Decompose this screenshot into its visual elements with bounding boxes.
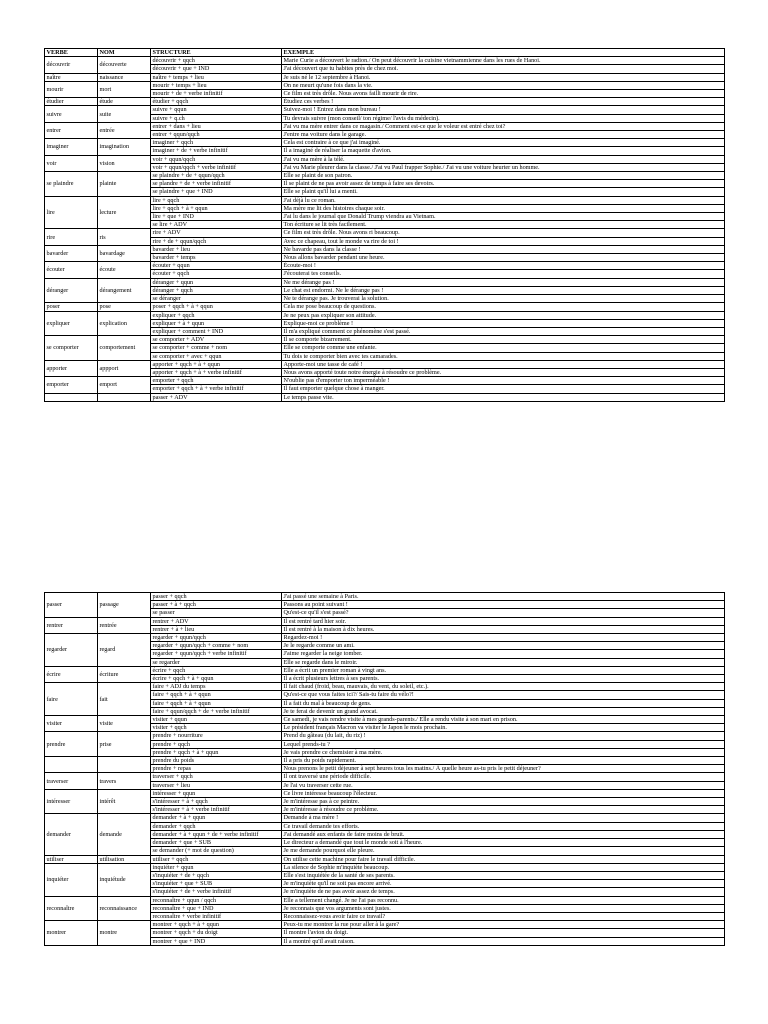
structure-cell: bavarder + temps [151, 254, 282, 262]
structure-cell: se déranger [151, 295, 282, 303]
nom-cell: naissance [98, 73, 151, 81]
structure-cell: se plandre + de + verbe infinitif [151, 180, 282, 188]
structure-cell: faire + qqch + à + qqun [151, 699, 282, 707]
exemple-cell: Il se plaint de ne pas avoir assez de temps à faire ses devoirs. [282, 180, 725, 188]
table-row [45, 278, 725, 286]
nom-cell: écoute [98, 262, 151, 278]
structure-cell: se lire + ADV [151, 221, 282, 229]
nom-cell [98, 393, 151, 401]
table-row [45, 732, 725, 740]
table-row [45, 683, 725, 691]
verbe-cell: traverser [45, 773, 98, 789]
nom-cell: découverte [98, 57, 151, 73]
exemple-cell: Ce film est très drôle. Nous avons ri beaucoup. [282, 229, 725, 237]
structure-cell: emporter + qqch [151, 377, 282, 385]
exemple-cell: Elle s'est inquiétée de la santé de ses parents. [282, 871, 725, 879]
exemple-cell: Le temps passe vite. [282, 393, 725, 401]
structure-cell: prendre + nourriture [151, 732, 282, 740]
verbe-cell: rire [45, 229, 98, 245]
nom-cell: regard [98, 634, 151, 667]
structure-cell: visiter + qqun [151, 716, 282, 724]
table-row [45, 81, 725, 89]
verbe-cell: bavarder [45, 245, 98, 261]
structure-cell: traverser + qqch [151, 773, 282, 781]
structure-cell: apporter + qqch + à + verbe infinitif [151, 368, 282, 376]
exemple-cell: Elle a écrit un premier roman à vingt ans. [282, 666, 725, 674]
exemple-cell: Apporte-moi une tasse de café ! [282, 360, 725, 368]
exemple-cell: Qu'est-ce qu'il s'est passé? [282, 609, 725, 617]
exemple-cell: Passons au point suivant ! [282, 601, 725, 609]
table-row [45, 139, 725, 147]
verbe-cell: déranger [45, 278, 98, 303]
exemple-cell: Elle se comporte comme une enfante. [282, 344, 725, 352]
structure-cell: visiter + qqch [151, 724, 282, 732]
exemple-cell: Je te ferai de devenir un grand avocat. [282, 707, 725, 715]
nom-cell: reconnaissance [98, 896, 151, 921]
exemple-cell: Ne me dérange pas ! [282, 278, 725, 286]
nom-cell: pose [98, 303, 151, 311]
structure-cell: déranger + qqun [151, 278, 282, 286]
structure-cell: passer + à + qqch [151, 601, 282, 609]
verbe-cell: naître [45, 73, 98, 81]
exemple-cell: Il faut emporter quelque chose à manger. [282, 385, 725, 393]
structure-cell: regarder + qqun/qqch + comme + nom [151, 642, 282, 650]
exemple-cell: Écoute-moi ! [282, 262, 725, 270]
verbe-cell: voir [45, 155, 98, 171]
structure-cell: suivre + q.ch [151, 114, 282, 122]
exemple-cell: Il a fait du mal à beaucoup de gens. [282, 699, 725, 707]
verbe-cell: suivre [45, 106, 98, 122]
exemple-cell: Je m'inquiète qu'il ne soit pas encore arrivé. [282, 880, 725, 888]
verbe-cell: expliquer [45, 311, 98, 336]
structure-cell: déranger + qqch [151, 286, 282, 294]
structure-cell: montrer + que + IND [151, 937, 282, 945]
table-row [45, 921, 725, 929]
exemple-cell: Le chat est endormi. Ne le dérange pas ! [282, 286, 725, 294]
table-row [45, 855, 725, 863]
table-row [45, 617, 725, 625]
exemple-cell: J'ai découvert que tu habites près de chez moi. [282, 65, 725, 73]
nom-cell: montre [98, 921, 151, 946]
exemple-cell: Il montre l'avion du doigt. [282, 929, 725, 937]
exemple-cell: Avec ce chapeau, tout le monde va rire de toi ! [282, 237, 725, 245]
table-row [45, 57, 725, 65]
verbe-cell: utiliser [45, 855, 98, 863]
nom-cell: appport [98, 360, 151, 376]
header-structure: STRUCTURE [151, 49, 282, 57]
exemple-cell: Je le regarde comme un ami. [282, 642, 725, 650]
structure-cell: prendre du poids [151, 757, 282, 765]
exemple-cell: Le président français Macron va visiter le Japon le mois prochain. [282, 724, 725, 732]
nom-cell: utilisation [98, 855, 151, 863]
table-row [45, 393, 725, 401]
nom-cell: comportement [98, 336, 151, 361]
structure-cell: passer + qqch [151, 593, 282, 601]
exemple-cell: Ma mère me lit des histoires chaque soir. [282, 204, 725, 212]
structure-cell: faire + qqch + à + qqun [151, 691, 282, 699]
exemple-cell: Elle a tellement changé. Je ne l'ai pas reconnu. [282, 896, 725, 904]
structure-cell: s'inquiéter + que + SUB [151, 880, 282, 888]
table-row [45, 360, 725, 368]
exemple-cell: Il est rentré à la maison à dix heures. [282, 625, 725, 633]
verbe-cell: écrire [45, 666, 98, 682]
table-row [45, 814, 725, 822]
verbe-cell: prendre [45, 732, 98, 757]
exemple-cell: Je ne peux pas expliquer son attitude. [282, 311, 725, 319]
structure-cell: découvrir + qqch [151, 57, 282, 65]
exemple-cell: Il fait chaud (froid, beau, mauvais, du vent, du soleil, etc.). [282, 683, 725, 691]
exemple-cell: Ton écriture se lit très facilement. [282, 221, 725, 229]
exemple-cell: N'oublie pas d'emporter ton imperméable ! [282, 377, 725, 385]
header-row [45, 49, 725, 57]
structure-cell: faire + ADJ du temps [151, 683, 282, 691]
structure-cell: s'intéresser + à + qqch [151, 798, 282, 806]
nom-cell: fait [98, 683, 151, 716]
header-verbe: VERBE [45, 49, 98, 57]
exemple-cell: Il a pris du poids rapidement. [282, 757, 725, 765]
structure-cell: se comporter + comme + nom [151, 344, 282, 352]
verbe-cell: entrer [45, 122, 98, 138]
structure-cell: se plaindre + que + IND [151, 188, 282, 196]
structure-cell: reconnaître + qqun / qqch [151, 896, 282, 904]
verbe-cell: inquiéter [45, 863, 98, 896]
structure-cell: prendre + qqch [151, 740, 282, 748]
exemple-cell: Ce livre intéresse beaucoup l'électeur. [282, 789, 725, 797]
exemple-cell: Reconnaissez-vous avoir faire ce travail? [282, 912, 725, 920]
verbe-cell: étudier [45, 98, 98, 106]
verbe-cell: apporter [45, 360, 98, 376]
structure-cell: entrer + qqun/qqch [151, 131, 282, 139]
page-2-table [44, 592, 724, 946]
table-row [45, 311, 725, 319]
exemple-cell: Elle se plaint qu'il lui a menti. [282, 188, 725, 196]
nom-cell: prise [98, 732, 151, 757]
structure-cell: voir + qqun/qqch + verbe infinitif [151, 163, 282, 171]
verbe-cell: visiter [45, 716, 98, 732]
exemple-cell: Je me demande pourquoi elle pleure. [282, 847, 725, 855]
exemple-cell: Suivez-moi ! Entrez dans mon bureau ! [282, 106, 725, 114]
structure-cell: regarder + qqun/qqch [151, 634, 282, 642]
structure-cell: utiliser + qqch [151, 855, 282, 863]
table-row [45, 863, 725, 871]
exemple-cell: J'ai vu Marie pleurer dans la classe./ J'ai vu Paul frapper Sophie./ J'ai vu une voiture heurter un homme. [282, 163, 725, 171]
structure-cell: expliquer + comment + IND [151, 327, 282, 335]
structure-cell: voir + qqun/qqch [151, 155, 282, 163]
structure-cell: découvrir + que + IND [151, 65, 282, 73]
verbe-cell: montrer [45, 921, 98, 946]
exemple-cell: Regardez-moi ! [282, 634, 725, 642]
structure-cell: imaginer + qqch [151, 139, 282, 147]
verbe-cell: imaginer [45, 139, 98, 155]
verbe-cell: reconnaître [45, 896, 98, 921]
structure-cell: rire + de + qqun/qqch [151, 237, 282, 245]
exemple-cell: Je suis né le 12 septembre à Hanoi. [282, 73, 725, 81]
exemple-cell: Il a imaginé de réaliser la maquette d'avion. [282, 147, 725, 155]
structure-cell: s'inquiéter + de + verbe infinitif [151, 888, 282, 896]
exemple-cell: Cela me pose beaucoup de questions. [282, 303, 725, 311]
exemple-cell: Elle se regarde dans le miroir. [282, 658, 725, 666]
nom-cell [98, 757, 151, 773]
structure-cell: bavarder + lieu [151, 245, 282, 253]
nom-cell: imagination [98, 139, 151, 155]
nom-cell: passage [98, 593, 151, 618]
verbe-cell: emporter [45, 377, 98, 393]
nom-cell: ris [98, 229, 151, 245]
structure-cell: emporter + qqch + à + verbe infinitif [151, 385, 282, 393]
nom-cell: plainte [98, 172, 151, 197]
structure-cell: s'inquiéter + de + qqch [151, 871, 282, 879]
structure-cell: lire + qqch + à + qqun [151, 204, 282, 212]
structure-cell: rentrer + à + lieu [151, 625, 282, 633]
exemple-cell: Nous allons bavarder pendant une heure. [282, 254, 725, 262]
verbe-cell: faire [45, 683, 98, 716]
structure-cell: s'intéresser + à + verbe infinitif [151, 806, 282, 814]
structure-cell: se demander (+ mot de question) [151, 847, 282, 855]
table-row [45, 336, 725, 344]
verbe-cell: se comporter [45, 336, 98, 361]
table-row [45, 262, 725, 270]
header-exemple: EXEMPLE [282, 49, 725, 57]
table-row [45, 73, 725, 81]
exemple-cell: Il se comporte bizarrement. [282, 336, 725, 344]
structure-cell: se comporter + avec + qqun [151, 352, 282, 360]
structure-cell: imaginer + de + verbe infinitif [151, 147, 282, 155]
table-row [45, 757, 725, 765]
table-row [45, 155, 725, 163]
exemple-cell: Marie Curie a découvert le radion./ On peut découvrir la cuisine vietnammienne dans les rues de Hanoi. [282, 57, 725, 65]
exemple-cell: J'ai demandé aux enfants de faire moins de bruit. [282, 830, 725, 838]
verbe-cell: demander [45, 814, 98, 855]
exemple-cell: Prend du gâteau (du lait, du riz) ! [282, 732, 725, 740]
exemple-cell: Demande à ma mère ! [282, 814, 725, 822]
structure-cell: passer + ADV [151, 393, 282, 401]
exemple-cell: Peux-tu me montrer la rue pour aller à la gare? [282, 921, 725, 929]
nom-cell: emport [98, 377, 151, 393]
exemple-cell: Nous avons apporté toute notre énergie à résoudre ce problème. [282, 368, 725, 376]
verbe-cell: rentrer [45, 617, 98, 633]
nom-cell: bavardage [98, 245, 151, 261]
exemple-cell: Nous prenons le petit déjeuner à sept heures tous les matins./ À quelle heure as-tu pris le petit déjeuner? [282, 765, 725, 773]
verbe-cell [45, 757, 98, 773]
table-row [45, 666, 725, 674]
structure-cell: écouter + qqun [151, 262, 282, 270]
structure-cell: demander + à + qqun + de + verbe infinitif [151, 830, 282, 838]
verbe-cell: découvrir [45, 57, 98, 73]
exemple-cell: J'ai déjà lu ce roman. [282, 196, 725, 204]
structure-cell: se plaindre + de + qqun/qqch [151, 172, 282, 180]
exemple-cell: Tu devrais suivre (mon conseil/ ton régime/ l'avis du médecin). [282, 114, 725, 122]
structure-cell: demander + à + qqun [151, 814, 282, 822]
nom-cell: travers [98, 773, 151, 789]
exemple-cell: J'ai vu ma mère à la télé. [282, 155, 725, 163]
table-row [45, 106, 725, 114]
structure-cell: montrer + qqch + du doigt [151, 929, 282, 937]
structure-cell: rentrer + ADV [151, 617, 282, 625]
exemple-cell: Il est rentré tard hier soir. [282, 617, 725, 625]
exemple-cell: J'aime regarder la neige tomber. [282, 650, 725, 658]
structure-cell: lire + qqch [151, 196, 282, 204]
table-row [45, 716, 725, 724]
exemple-cell: Ce film est très drôle. Nous avons failli mourir de rire. [282, 90, 725, 98]
structure-cell: écrire + qqch [151, 666, 282, 674]
verbe-cell: passer [45, 593, 98, 618]
exemple-cell: Elle se plaint de son patron. [282, 172, 725, 180]
nom-cell: inquiétude [98, 863, 151, 896]
exemple-cell: J'ai lu dans le journal que Donald Trump viendra au Vietnam. [282, 213, 725, 221]
verbe-cell: poser [45, 303, 98, 311]
structure-cell: mourir + de + verbe infinitif [151, 90, 282, 98]
structure-cell: reconnaître + verbe infinitif [151, 912, 282, 920]
structure-cell: reconnaître + que + IND [151, 904, 282, 912]
verbe-cell: se plaindre [45, 172, 98, 197]
nom-cell: mort [98, 81, 151, 97]
structure-cell: suivre + qqun [151, 106, 282, 114]
table-row [45, 229, 725, 237]
table-row [45, 896, 725, 904]
nom-cell: suite [98, 106, 151, 122]
exemple-cell: Je reconnais que vos arguments sont justes. [282, 904, 725, 912]
exemple-cell: Il a écrit plusieurs lettres à ses parents. [282, 675, 725, 683]
structure-cell: demander + qqch [151, 822, 282, 830]
exemple-cell: J'entre ma voiture dans le garage. [282, 131, 725, 139]
structure-cell: naître + temps + lieu [151, 73, 282, 81]
verbe-cell: mourir [45, 81, 98, 97]
exemple-cell: Tu dois te comporter bien avec tes camarades. [282, 352, 725, 360]
nom-cell: étude [98, 98, 151, 106]
nom-cell: intérêt [98, 789, 151, 814]
structure-cell: demander + que + SUB [151, 839, 282, 847]
nom-cell: dérangement [98, 278, 151, 303]
structure-cell: traverser + lieu [151, 781, 282, 789]
exemple-cell: Il ont traversé une période difficile. [282, 773, 725, 781]
table-row [45, 245, 725, 253]
exemple-cell: Je m'intéresse pas à ce peintre. [282, 798, 725, 806]
table-row [45, 122, 725, 130]
exemple-cell: Cela est contraire à ce que j'ai imaginé. [282, 139, 725, 147]
table-row [45, 377, 725, 385]
exemple-cell: Ne bavarde pas dans la classe ! [282, 245, 725, 253]
exemple-cell: J'écouterai tes conseils. [282, 270, 725, 278]
structure-cell: lire + que + IND [151, 213, 282, 221]
exemple-cell: La silence de Sophie m'inquiète beaucoup. [282, 863, 725, 871]
table-row [45, 196, 725, 204]
structure-cell: inquiéter + qqun [151, 863, 282, 871]
exemple-cell: On ne meurt qu'une fois dans la vie. [282, 81, 725, 89]
structure-cell: prendre + qqch + à + qqun [151, 748, 282, 756]
nom-cell: explication [98, 311, 151, 336]
exemple-cell: On utilise cette machine pour faire le travail difficile. [282, 855, 725, 863]
structure-cell: écrire + qqch + à + qqun [151, 675, 282, 683]
table-row [45, 789, 725, 797]
nom-cell: entrée [98, 122, 151, 138]
table-row [45, 593, 725, 601]
page-1-table [44, 48, 724, 402]
structure-cell: se comporter + ADV [151, 336, 282, 344]
structure-cell: prendre + repas [151, 765, 282, 773]
nom-cell: lecture [98, 196, 151, 229]
exemple-cell: Je m'inquiète de ne pas avoir assez de temps. [282, 888, 725, 896]
exemple-cell: Je vais prendre ce chemisier à ma mère. [282, 748, 725, 756]
exemple-cell: Ce travail demande tes efforts. [282, 822, 725, 830]
exemple-cell: Lequel prends-tu ? [282, 740, 725, 748]
exemple-cell: Je m'intéresse à résoudre ce problème. [282, 806, 725, 814]
exemple-cell: Ce samedi, je vais rendre visite à mes grands-parents./ Elle a rendu visite à son mari en prison. [282, 716, 725, 724]
verbe-cell: regarder [45, 634, 98, 667]
structure-cell: se passer [151, 609, 282, 617]
nom-cell: écriture [98, 666, 151, 682]
exemple-cell: J'ai passé une semaine à Paris. [282, 593, 725, 601]
table-row [45, 98, 725, 106]
table-row [45, 773, 725, 781]
structure-cell: regarder + qqun/qqch + verbe infinitif [151, 650, 282, 658]
exemple-cell: Ne te dérange pas. Je trouverai la solution. [282, 295, 725, 303]
table-row [45, 303, 725, 311]
structure-cell: étudier + qqch [151, 98, 282, 106]
structure-cell: mourir + temps + lieu [151, 81, 282, 89]
exemple-cell: Qu'est-ce que vous faites ici?/ Sais-tu faire du vélo?! [282, 691, 725, 699]
nom-cell: vision [98, 155, 151, 171]
exemple-cell: Je l'ai vu traverser cette rue. [282, 781, 725, 789]
header-nom: NOM [98, 49, 151, 57]
structure-cell: écouter + qqch [151, 270, 282, 278]
exemple-cell: Explique-moi ce problème ! [282, 319, 725, 327]
structure-cell: se regarder [151, 658, 282, 666]
exemple-cell: Étudiez ces verbes ! [282, 98, 725, 106]
exemple-cell: Il a montré qu'il avait raison. [282, 937, 725, 945]
structure-cell: expliquer + à + qqun [151, 319, 282, 327]
table-row [45, 634, 725, 642]
verbe-cell: intéresser [45, 789, 98, 814]
structure-cell: montrer + qqch + à + qqun [151, 921, 282, 929]
table-row [45, 172, 725, 180]
structure-cell: entrer + dans + lieu [151, 122, 282, 130]
structure-cell: apporter + qqch + à + qqun [151, 360, 282, 368]
structure-cell: intéresser + qqun [151, 789, 282, 797]
structure-cell: poser + qqch + à + qqun [151, 303, 282, 311]
verbe-cell [45, 393, 98, 401]
nom-cell: rentrée [98, 617, 151, 633]
nom-cell: demande [98, 814, 151, 855]
nom-cell: visite [98, 716, 151, 732]
structure-cell: expliquer + qqch [151, 311, 282, 319]
exemple-cell: Le directeur a demandé que tout le monde soit à l'heure. [282, 839, 725, 847]
verbe-cell: écouter [45, 262, 98, 278]
exemple-cell: J'ai vu ma mère entrer dans ce magasin./ Comment est-ce que le voleur est entré chez toi? [282, 122, 725, 130]
structure-cell: faire + qqun/qqch + de + verbe infinitif [151, 707, 282, 715]
verbe-cell: lire [45, 196, 98, 229]
structure-cell: rire + ADV [151, 229, 282, 237]
exemple-cell: Il m'a expliqué comment ce phénomène s'est passé. [282, 327, 725, 335]
